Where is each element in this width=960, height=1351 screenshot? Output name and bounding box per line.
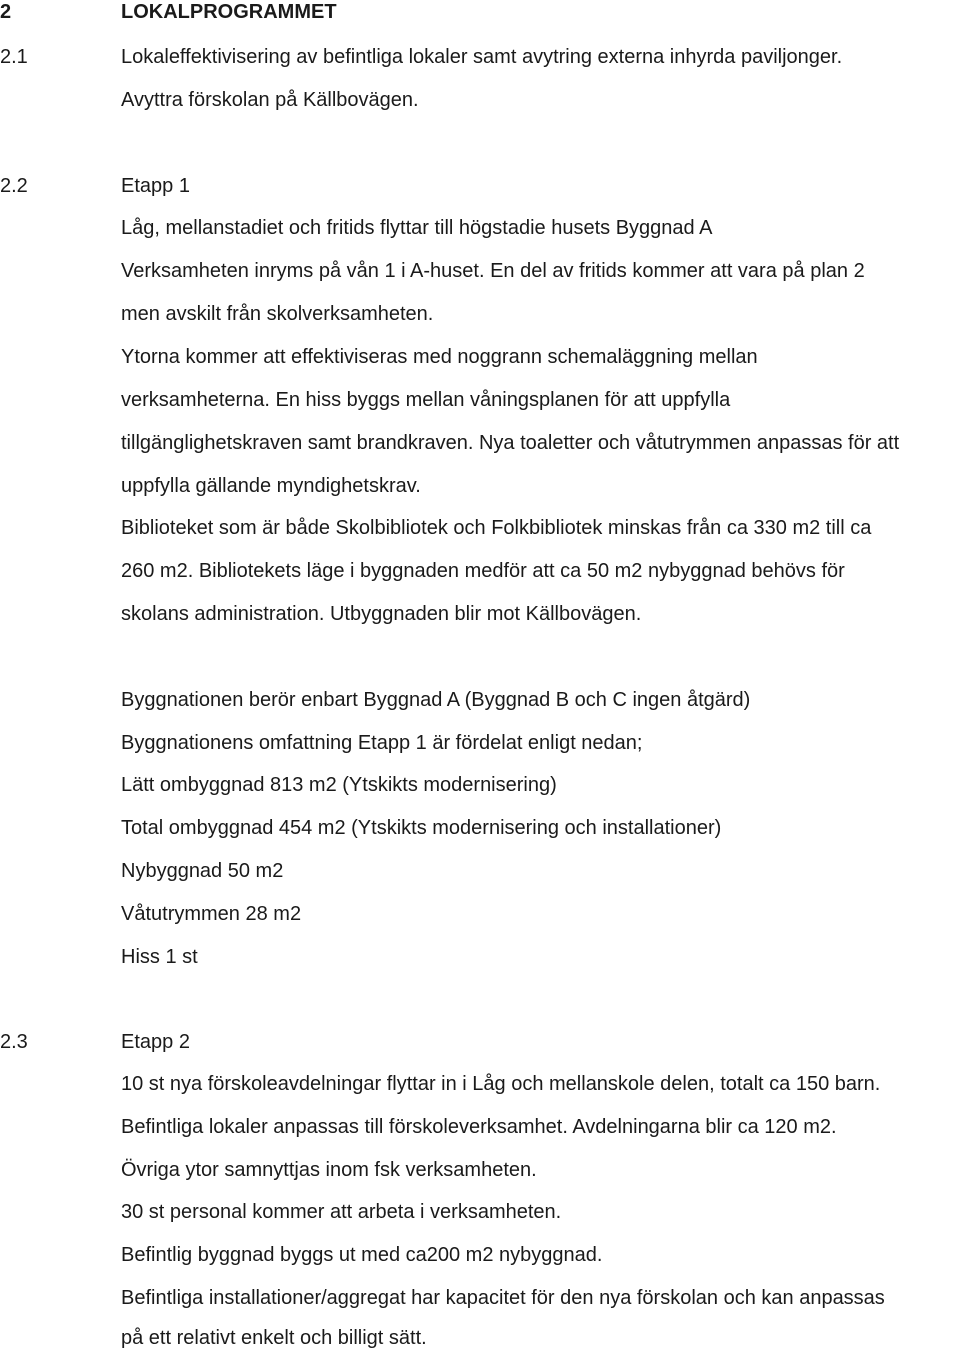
paragraph-line: skolans administration. Utbyggnaden blir mot Källbovägen. (121, 603, 642, 625)
paragraph-line: Befintliga lokaler anpassas till förskoleverksamhet. Avdelningarna blir ca 120 m2. (121, 1116, 837, 1138)
scope-line: Nybyggnad 50 m2 (121, 860, 284, 882)
paragraph-line: Befintliga installationer/aggregat har kapacitet för den nya förskolan och kan anpassas (121, 1287, 885, 1309)
paragraph-line: Avyttra förskolan på Källbovägen. (121, 89, 419, 111)
scope-line: Hiss 1 st (121, 946, 198, 968)
scope-line: Lätt ombyggnad 813 m2 (Ytskikts modernisering) (121, 774, 557, 796)
paragraph-line: tillgänglighetskraven samt brandkraven. Nya toaletter och våtutrymmen anpassas för att (121, 432, 900, 454)
paragraph-line: uppfylla gällande myndighetskrav. (121, 475, 421, 497)
section-title: LOKALPROGRAMMET (121, 1, 337, 23)
paragraph-line: Verksamheten inryms på vån 1 i A-huset. En del av fritids kommer att vara på plan 2 (121, 260, 865, 282)
paragraph-line: Lokaleffektivisering av befintliga lokaler samt avytring externa inhyrda paviljonger. (121, 46, 843, 68)
scope-line: Våtutrymmen 28 m2 (121, 903, 302, 925)
paragraph-line: verksamheterna. En hiss byggs mellan våningsplanen för att uppfylla (121, 389, 731, 411)
scope-line: Byggnationens omfattning Etapp 1 är fördelat enligt nedan; (121, 732, 643, 754)
subsection-2-2-number: 2.2 (0, 175, 28, 197)
paragraph-line: Låg, mellanstadiet och fritids flyttar till högstadie husets Byggnad A (121, 217, 713, 239)
paragraph-line: 10 st nya förskoleavdelningar flyttar in i Låg och mellanskole delen, totalt ca 150 barn. (121, 1073, 881, 1095)
subsection-2-1-number: 2.1 (0, 46, 28, 68)
paragraph-line: på ett relativt enkelt och billigt sätt. (121, 1327, 427, 1349)
paragraph-line: 30 st personal kommer att arbeta i verksamheten. (121, 1201, 562, 1223)
subsection-2-2-title: Etapp 1 (121, 175, 190, 197)
section-number: 2 (0, 1, 12, 23)
paragraph-line: Ytorna kommer att effektiviseras med noggrann schemaläggning mellan (121, 346, 758, 368)
scope-line: Byggnationen berör enbart Byggnad A (Byggnad B och C ingen åtgärd) (121, 689, 751, 711)
scope-line: Total ombyggnad 454 m2 (Ytskikts modernisering och installationer) (121, 817, 722, 839)
subsection-2-3-title: Etapp 2 (121, 1031, 190, 1053)
paragraph-line: men avskilt från skolverksamheten. (121, 303, 434, 325)
paragraph-line: 260 m2. Bibliotekets läge i byggnaden medför att ca 50 m2 nybyggnad behövs för (121, 560, 845, 582)
paragraph-line: Biblioteket som är både Skolbibliotek och Folkbibliotek minskas från ca 330 m2 till ca (121, 517, 872, 539)
paragraph-line: Befintlig byggnad byggs ut med ca200 m2 nybyggnad. (121, 1244, 603, 1266)
paragraph-line: Övriga ytor samnyttjas inom fsk verksamheten. (121, 1159, 537, 1181)
subsection-2-3-number: 2.3 (0, 1031, 28, 1053)
